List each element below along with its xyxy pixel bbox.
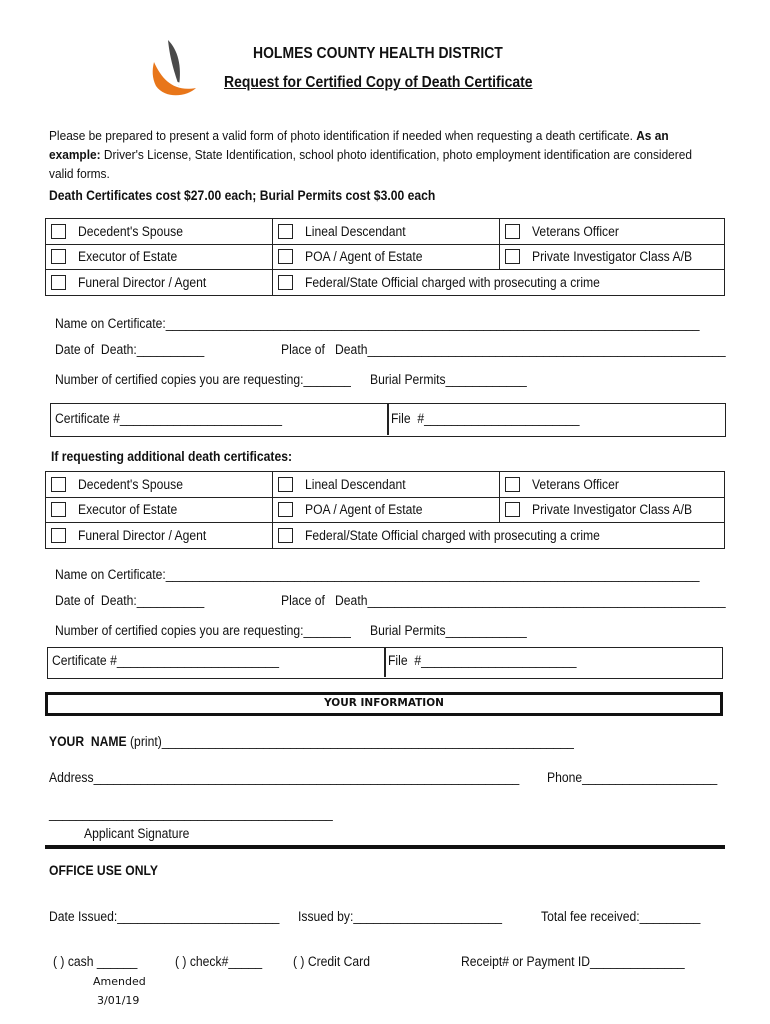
rel-label: Executor of Estate: [78, 249, 178, 265]
rel-label: Decedent's Spouse: [78, 476, 183, 492]
rel-label: Lineal Descendant: [305, 223, 406, 239]
rel-label: Funeral Director / Agent: [78, 274, 207, 290]
phone-field[interactable]: Phone____________________: [547, 770, 718, 785]
checkbox[interactable]: [278, 249, 293, 264]
rel-label: Federal/State Official charged with prosecuting a crime: [305, 274, 600, 290]
total-fee-field[interactable]: Total fee received:_________: [541, 909, 701, 924]
rel-cell: [273, 497, 500, 523]
intro-paragraph: [49, 126, 708, 183]
date-issued-field[interactable]: Date Issued:________________________: [49, 909, 280, 924]
checkbox[interactable]: [51, 528, 66, 543]
rel-label: Funeral Director / Agent: [78, 527, 207, 543]
rel-label: Executor of Estate: [78, 502, 178, 518]
rel-label: Decedent's Spouse: [78, 223, 183, 239]
name-on-certificate-field[interactable]: Name on Certificate:_______________________________________________________________________________: [55, 316, 700, 331]
place-of-death-field[interactable]: Place of Death_____________________________________________________: [281, 342, 726, 357]
rel-label: POA / Agent of Estate: [305, 249, 423, 265]
burial-permits-field[interactable]: Burial Permits____________: [370, 372, 527, 387]
relationship-table-2: [45, 471, 725, 549]
checkbox[interactable]: [278, 224, 293, 239]
rel-cell: [46, 270, 273, 296]
checkbox[interactable]: [278, 477, 293, 492]
copies-field[interactable]: Number of certified copies you are requesting:_______: [55, 372, 351, 387]
rel-cell: [273, 523, 725, 549]
office-divider: [45, 845, 725, 849]
rel-cell: [46, 472, 273, 498]
burial-permits-field-2[interactable]: Burial Permits____________: [370, 623, 527, 638]
rel-cell: [273, 270, 725, 296]
rel-cell: [500, 244, 725, 270]
copies-field-2[interactable]: Number of certified copies you are requesting:_______: [55, 623, 351, 638]
certificate-file-box-1: [50, 403, 726, 437]
rel-label: Private Investigator Class A/B: [532, 502, 693, 518]
checkbox[interactable]: [278, 502, 293, 517]
certificate-number-field[interactable]: Certificate #________________________: [55, 411, 283, 426]
box-divider: [384, 648, 386, 677]
checkbox[interactable]: [505, 224, 520, 239]
file-number-field-2[interactable]: File #_______________________: [388, 653, 577, 668]
checkbox[interactable]: [505, 502, 520, 517]
amended-label: Amended: [93, 975, 146, 988]
checkbox[interactable]: [278, 528, 293, 543]
certificate-number-field-2[interactable]: Certificate #________________________: [52, 653, 280, 668]
box-divider: [387, 404, 389, 435]
cost-line: Death Certificates cost $27.00 each; Burial Permits cost $3.00 each: [49, 188, 436, 203]
checkbox[interactable]: [51, 502, 66, 517]
rel-label: Veterans Officer: [532, 223, 619, 239]
date-of-death-field[interactable]: Date of Death:__________: [55, 342, 205, 357]
cash-option[interactable]: ( ) cash ______: [53, 954, 138, 969]
checkbox[interactable]: [51, 275, 66, 290]
rel-cell: [273, 219, 500, 245]
county-logo: [148, 36, 202, 100]
checkbox[interactable]: [505, 477, 520, 492]
rel-cell: [500, 219, 725, 245]
rel-cell: [273, 244, 500, 270]
checkbox[interactable]: [505, 249, 520, 264]
intro-text-b: As an example:: [49, 128, 669, 162]
rel-cell: [46, 244, 273, 270]
checkbox[interactable]: [51, 477, 66, 492]
certificate-file-box-2: [47, 647, 723, 679]
rel-label: POA / Agent of Estate: [305, 502, 423, 518]
rel-cell: [500, 497, 725, 523]
rel-cell: [46, 523, 273, 549]
rel-cell: [46, 219, 273, 245]
signature-line[interactable]: __________________________________________: [49, 806, 333, 821]
rel-cell: [46, 497, 273, 523]
rel-label: Lineal Descendant: [305, 476, 406, 492]
receipt-field[interactable]: Receipt# or Payment ID______________: [461, 954, 685, 969]
intro-text-a: Please be prepared to present a valid form of photo identification if needed when requesting a death certificate.: [49, 128, 637, 143]
your-name-line: (print)_____________________________________________________________: [126, 734, 574, 749]
checkbox[interactable]: [278, 275, 293, 290]
place-of-death-field-2[interactable]: Place of Death_____________________________________________________: [281, 593, 726, 608]
credit-card-option[interactable]: ( ) Credit Card: [293, 954, 370, 969]
signature-label: Applicant Signature: [84, 826, 190, 841]
your-name-label: YOUR NAME: [49, 734, 127, 749]
rel-cell: [273, 472, 500, 498]
amended-date: 3/01/19: [97, 994, 140, 1007]
your-information-bar: YOUR INFORMATION: [45, 692, 723, 716]
rel-label: Private Investigator Class A/B: [532, 249, 693, 265]
address-field[interactable]: Address_______________________________________________________________: [49, 770, 520, 785]
form-title: Request for Certified Copy of Death Certificate: [224, 74, 533, 91]
check-option[interactable]: ( ) check#_____: [175, 954, 263, 969]
rel-cell: [500, 472, 725, 498]
rel-label: Federal/State Official charged with prosecuting a crime: [305, 527, 600, 543]
rel-label: Veterans Officer: [532, 476, 619, 492]
file-number-field[interactable]: File #_______________________: [391, 411, 580, 426]
date-of-death-field-2[interactable]: Date of Death:__________: [55, 593, 205, 608]
your-name-field[interactable]: [49, 734, 574, 749]
office-use-heading: OFFICE USE ONLY: [49, 863, 158, 878]
checkbox[interactable]: [51, 224, 66, 239]
issued-by-field[interactable]: Issued by:______________________: [298, 909, 503, 924]
relationship-table-1: [45, 218, 725, 296]
name-on-certificate-field-2[interactable]: Name on Certificate:_______________________________________________________________________________: [55, 567, 700, 582]
additional-heading: If requesting additional death certificates:: [51, 449, 293, 464]
checkbox[interactable]: [51, 249, 66, 264]
intro-text-c: Driver's License, State Identification, school photo identification, photo employment identification are considered valid forms.: [49, 147, 693, 181]
org-title: HOLMES COUNTY HEALTH DISTRICT: [253, 45, 503, 62]
